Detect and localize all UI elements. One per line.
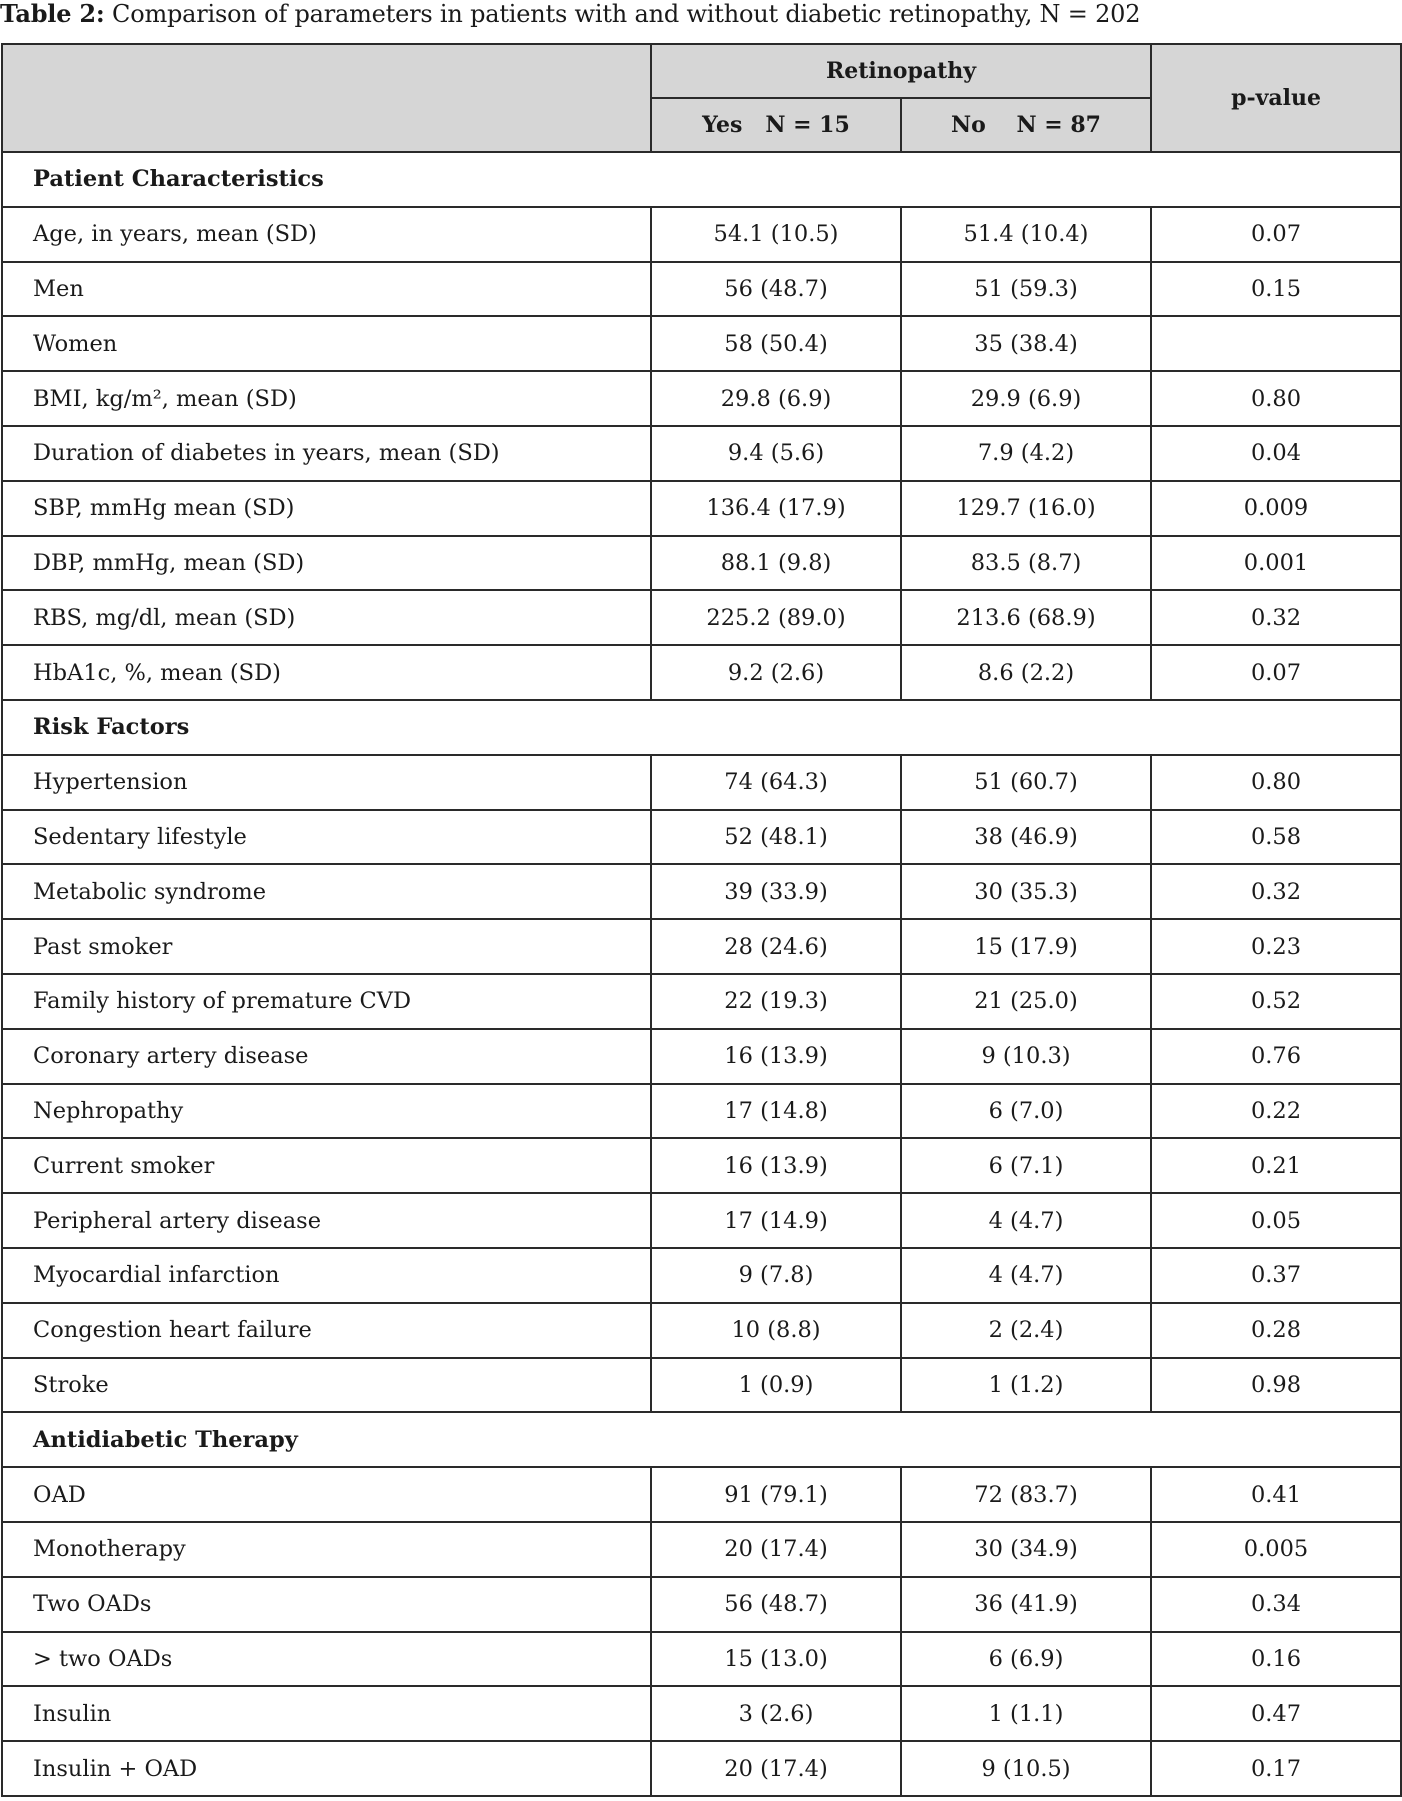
no-value-cell: 9 (10.3) <box>901 1029 1151 1084</box>
row-label-cell: Duration of diabetes in years, mean (SD) <box>2 426 651 481</box>
yes-value-cell: 136.4 (17.9) <box>651 481 901 536</box>
no-value-cell: 35 (38.4) <box>901 316 1151 371</box>
row-label-cell: Nephropathy <box>2 1084 651 1139</box>
no-value-cell: 129.7 (16.0) <box>901 481 1151 536</box>
yes-value-cell: 22 (19.3) <box>651 974 901 1029</box>
no-value-cell: 8.6 (2.2) <box>901 645 1151 700</box>
table-row <box>2 262 1401 317</box>
pvalue-cell: 0.41 <box>1151 1467 1401 1522</box>
header-blank-cell <box>2 44 651 152</box>
yes-value-cell: 9.4 (5.6) <box>651 426 901 481</box>
yes-value-cell: 56 (48.7) <box>651 262 901 317</box>
yes-value-cell: 1 (0.9) <box>651 1358 901 1413</box>
pvalue-cell <box>1151 316 1401 371</box>
table-caption-label: Table 2: <box>0 0 105 28</box>
pvalue-cell: 0.58 <box>1151 810 1401 865</box>
table-body <box>2 152 1401 1796</box>
table-row <box>2 1358 1401 1413</box>
row-label-cell: SBP, mmHg mean (SD) <box>2 481 651 536</box>
pvalue-cell: 0.07 <box>1151 207 1401 262</box>
row-label-cell: HbA1c, %, mean (SD) <box>2 645 651 700</box>
no-value-cell: 51 (59.3) <box>901 262 1151 317</box>
yes-value-cell: 52 (48.1) <box>651 810 901 865</box>
table-row <box>2 1084 1401 1139</box>
no-value-cell: 4 (4.7) <box>901 1193 1151 1248</box>
section-row <box>2 152 1401 207</box>
row-label-cell: Stroke <box>2 1358 651 1413</box>
no-value-cell: 29.9 (6.9) <box>901 371 1151 426</box>
row-label-cell: Two OADs <box>2 1577 651 1632</box>
yes-value-cell: 91 (79.1) <box>651 1467 901 1522</box>
table-row <box>2 426 1401 481</box>
row-label-cell: Family history of premature CVD <box>2 974 651 1029</box>
pvalue-cell: 0.07 <box>1151 645 1401 700</box>
table-caption-text: Comparison of parameters in patients with and without diabetic retinopathy, N = 202 <box>112 0 1141 28</box>
pvalue-cell: 0.98 <box>1151 1358 1401 1413</box>
no-value-cell: 83.5 (8.7) <box>901 536 1151 591</box>
no-value-cell: 30 (35.3) <box>901 864 1151 919</box>
yes-value-cell: 16 (13.9) <box>651 1029 901 1084</box>
no-value-cell: 72 (83.7) <box>901 1467 1151 1522</box>
yes-value-cell: 74 (64.3) <box>651 755 901 810</box>
yes-value-cell: 16 (13.9) <box>651 1138 901 1193</box>
row-label-cell: Myocardial infarction <box>2 1248 651 1303</box>
table-row <box>2 371 1401 426</box>
no-value-cell: 6 (6.9) <box>901 1632 1151 1687</box>
header-retinopathy: Retinopathy <box>651 44 1151 98</box>
row-label-cell: Insulin <box>2 1686 651 1741</box>
row-label-cell: Metabolic syndrome <box>2 864 651 919</box>
pvalue-cell: 0.23 <box>1151 919 1401 974</box>
no-value-cell: 51 (60.7) <box>901 755 1151 810</box>
section-row <box>2 700 1401 755</box>
table-row <box>2 481 1401 536</box>
table-row <box>2 1303 1401 1358</box>
row-label-cell: Peripheral artery disease <box>2 1193 651 1248</box>
no-value-cell: 6 (7.1) <box>901 1138 1151 1193</box>
table-row <box>2 755 1401 810</box>
pvalue-cell: 0.17 <box>1151 1741 1401 1796</box>
pvalue-cell: 0.47 <box>1151 1686 1401 1741</box>
table-row <box>2 1193 1401 1248</box>
header-no: No N = 87 <box>901 98 1151 152</box>
header-pvalue: p-value <box>1151 44 1401 152</box>
no-value-cell: 213.6 (68.9) <box>901 590 1151 645</box>
no-value-cell: 15 (17.9) <box>901 919 1151 974</box>
no-value-cell: 7.9 (4.2) <box>901 426 1151 481</box>
row-label-cell: DBP, mmHg, mean (SD) <box>2 536 651 591</box>
table-row <box>2 1741 1401 1796</box>
row-label-cell: Coronary artery disease <box>2 1029 651 1084</box>
row-label-cell: Monotherapy <box>2 1522 651 1577</box>
yes-value-cell: 225.2 (89.0) <box>651 590 901 645</box>
table-caption <box>0 0 1140 40</box>
pvalue-cell: 0.37 <box>1151 1248 1401 1303</box>
section-row <box>2 1412 1401 1467</box>
row-label-cell: RBS, mg/dl, mean (SD) <box>2 590 651 645</box>
pvalue-cell: 0.28 <box>1151 1303 1401 1358</box>
row-label-cell: Sedentary lifestyle <box>2 810 651 865</box>
table-row <box>2 864 1401 919</box>
table-row <box>2 1138 1401 1193</box>
row-label-cell: Insulin + OAD <box>2 1741 651 1796</box>
table-row <box>2 1467 1401 1522</box>
table-row <box>2 1632 1401 1687</box>
pvalue-cell: 0.52 <box>1151 974 1401 1029</box>
table-row <box>2 919 1401 974</box>
pvalue-cell: 0.32 <box>1151 864 1401 919</box>
yes-value-cell: 88.1 (9.8) <box>651 536 901 591</box>
table-row <box>2 1577 1401 1632</box>
pvalue-cell: 0.80 <box>1151 755 1401 810</box>
row-label-cell: Hypertension <box>2 755 651 810</box>
pvalue-cell: 0.16 <box>1151 1632 1401 1687</box>
yes-value-cell: 15 (13.0) <box>651 1632 901 1687</box>
header-yes: Yes N = 15 <box>651 98 901 152</box>
pvalue-cell: 0.21 <box>1151 1138 1401 1193</box>
no-value-cell: 6 (7.0) <box>901 1084 1151 1139</box>
yes-value-cell: 3 (2.6) <box>651 1686 901 1741</box>
no-value-cell: 9 (10.5) <box>901 1741 1151 1796</box>
no-value-cell: 51.4 (10.4) <box>901 207 1151 262</box>
yes-value-cell: 20 (17.4) <box>651 1741 901 1796</box>
table-row <box>2 207 1401 262</box>
no-value-cell: 21 (25.0) <box>901 974 1151 1029</box>
pvalue-cell: 0.15 <box>1151 262 1401 317</box>
yes-value-cell: 28 (24.6) <box>651 919 901 974</box>
row-label-cell: > two OADs <box>2 1632 651 1687</box>
yes-value-cell: 10 (8.8) <box>651 1303 901 1358</box>
yes-value-cell: 54.1 (10.5) <box>651 207 901 262</box>
yes-value-cell: 29.8 (6.9) <box>651 371 901 426</box>
pvalue-cell: 0.05 <box>1151 1193 1401 1248</box>
section-title: Risk Factors <box>2 700 1401 755</box>
row-label-cell: Men <box>2 262 651 317</box>
row-label-cell: Age, in years, mean (SD) <box>2 207 651 262</box>
table-row <box>2 645 1401 700</box>
no-value-cell: 30 (34.9) <box>901 1522 1151 1577</box>
row-label-cell: Past smoker <box>2 919 651 974</box>
yes-value-cell: 9.2 (2.6) <box>651 645 901 700</box>
no-value-cell: 2 (2.4) <box>901 1303 1151 1358</box>
yes-value-cell: 39 (33.9) <box>651 864 901 919</box>
no-value-cell: 1 (1.2) <box>901 1358 1151 1413</box>
pvalue-cell: 0.76 <box>1151 1029 1401 1084</box>
yes-value-cell: 20 (17.4) <box>651 1522 901 1577</box>
pvalue-cell: 0.005 <box>1151 1522 1401 1577</box>
pvalue-cell: 0.80 <box>1151 371 1401 426</box>
table-row <box>2 974 1401 1029</box>
table-row <box>2 536 1401 591</box>
table-row <box>2 1686 1401 1741</box>
comparison-table <box>1 43 1402 1797</box>
row-label-cell: Women <box>2 316 651 371</box>
table-row <box>2 590 1401 645</box>
table-header <box>2 44 1401 152</box>
no-value-cell: 36 (41.9) <box>901 1577 1151 1632</box>
row-label-cell: Current smoker <box>2 1138 651 1193</box>
row-label-cell: BMI, kg/m², mean (SD) <box>2 371 651 426</box>
yes-value-cell: 56 (48.7) <box>651 1577 901 1632</box>
yes-value-cell: 17 (14.8) <box>651 1084 901 1139</box>
pvalue-cell: 0.34 <box>1151 1577 1401 1632</box>
table-row <box>2 1029 1401 1084</box>
table-row <box>2 1248 1401 1303</box>
no-value-cell: 1 (1.1) <box>901 1686 1151 1741</box>
table-row <box>2 316 1401 371</box>
table-row <box>2 1522 1401 1577</box>
section-title: Patient Characteristics <box>2 152 1401 207</box>
pvalue-cell: 0.001 <box>1151 536 1401 591</box>
row-label-cell: OAD <box>2 1467 651 1522</box>
no-value-cell: 4 (4.7) <box>901 1248 1151 1303</box>
table-row <box>2 810 1401 865</box>
row-label-cell: Congestion heart failure <box>2 1303 651 1358</box>
yes-value-cell: 17 (14.9) <box>651 1193 901 1248</box>
yes-value-cell: 58 (50.4) <box>651 316 901 371</box>
pvalue-cell: 0.32 <box>1151 590 1401 645</box>
pvalue-cell: 0.009 <box>1151 481 1401 536</box>
yes-value-cell: 9 (7.8) <box>651 1248 901 1303</box>
section-title: Antidiabetic Therapy <box>2 1412 1401 1467</box>
pvalue-cell: 0.22 <box>1151 1084 1401 1139</box>
pvalue-cell: 0.04 <box>1151 426 1401 481</box>
no-value-cell: 38 (46.9) <box>901 810 1151 865</box>
